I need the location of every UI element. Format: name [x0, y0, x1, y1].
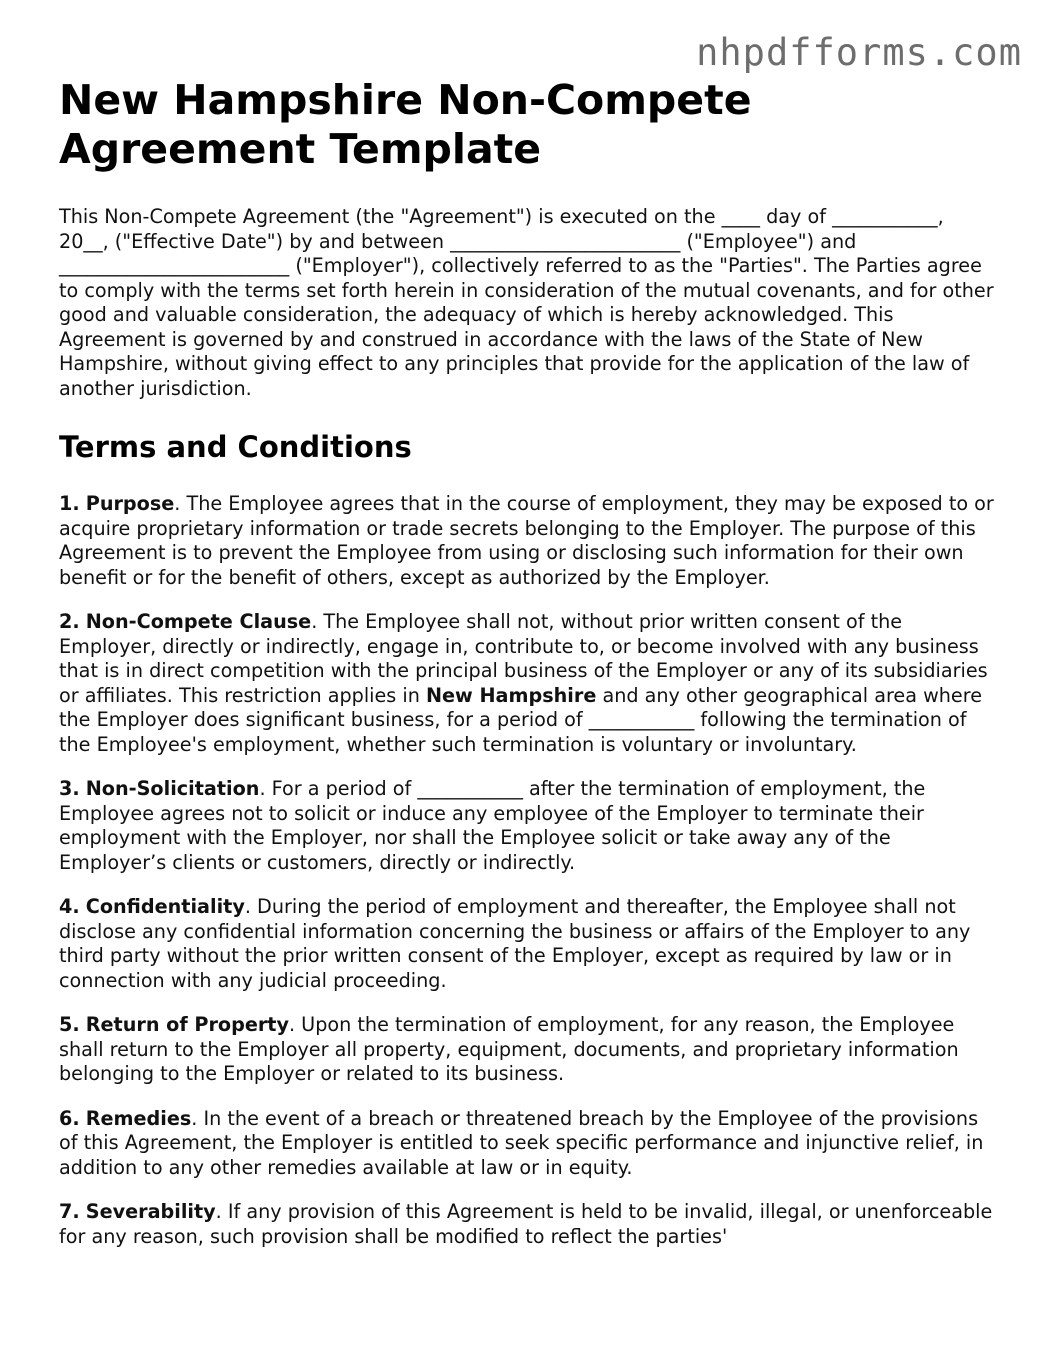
section-non-compete: [59, 610, 999, 757]
section-severability: [59, 1200, 999, 1249]
section-number: 2.: [59, 610, 80, 633]
intro-paragraph: This Non-Compete Agreement (the "Agreement") is executed on the ____ day of ___________, 20__, ("Effective Date") by and between ________________________ ("Employee") and ________________________ ("Employer"), collectively referred to as the "Parties". The Parties agree to comply with the terms set forth herein in consideration of the mutual covenants, and for other good and valuable consideration, the adequacy of which is hereby acknowledged. This Agreement is governed by and construed in accordance with the laws of the State of New Hampshire, without giving effect to any principles that provide for the application of the law of another jurisdiction.: [59, 205, 994, 400]
section-purpose: [59, 492, 999, 590]
section-text: . The Employee agrees that in the course of employment, they may be exposed to or acquire proprietary information or trade secrets belonging to the Employer. The purpose of this Agreement is to prevent the Employee from using or disclosing such information for their own benefit or for the benefit of others, except as authorized by the Employer.: [59, 492, 994, 589]
section-remedies: [59, 1107, 999, 1181]
section-number: 4.: [59, 895, 80, 918]
document-title: New Hampshire Non-Compete Agreement Template: [59, 76, 752, 173]
section-heading: Non-Compete Clause: [85, 610, 312, 633]
section-text: . The Employee shall not, without prior written consent of the Employer, directly or indirectly, engage in, contribute to, or become involved with any business that is in direct competition with the principal business of the Employer or any of its subsidiaries or affiliates. This restriction applies in: [59, 610, 988, 707]
section-return-of-property: [59, 1013, 999, 1087]
section-confidentiality: [59, 895, 999, 993]
section-heading: Severability: [85, 1200, 216, 1223]
section-heading: Return of Property: [85, 1013, 289, 1036]
terms-list: [59, 492, 999, 1249]
site-watermark: nhpdfforms.com: [696, 31, 1022, 74]
section-text-continued: and any other geographical area where the Employer does significant business, for a period of ___________ following the termination of the Employee's employment, whether such termination is voluntary or involuntary.: [59, 683, 983, 756]
section-number: 7.: [59, 1200, 80, 1223]
section-text: . If any provision of this Agreement is held to be invalid, illegal, or unenforceable for any reason, such provision shall be modified to reflect the parties': [59, 1200, 993, 1248]
state-name: New Hampshire: [425, 683, 597, 707]
section-non-solicitation: [59, 777, 999, 875]
section-number: 6.: [59, 1106, 80, 1130]
section-number: 1.: [59, 492, 80, 515]
section-text: . Upon the termination of employment, for any reason, the Employee shall return to the Employer all property, equipment, documents, and proprietary information belonging to the Employer or related to its business.: [59, 1013, 959, 1085]
section-heading: Non-Solicitation: [85, 777, 260, 800]
document-page: [59, 76, 999, 1269]
section-number: 5.: [59, 1013, 80, 1036]
section-text: . During the period of employment and thereafter, the Employee shall not disclose any confidential information concerning the business or affairs of the Employer to any third party without the prior written consent of the Employer, except as required by law or in connection with any judicial proceeding.: [59, 895, 971, 992]
section-text: . For a period of ___________ after the termination of employment, the Employee agrees not to solicit or induce any employee of the Employer to terminate their employment with the Employer, nor shall the Employee solicit or take away any of the Employer’s clients or customers, directly or indirectly.: [59, 777, 926, 874]
terms-heading: Terms and Conditions: [59, 430, 412, 464]
section-number: 3.: [59, 777, 80, 800]
section-heading: Remedies: [85, 1106, 192, 1130]
section-heading: Purpose: [85, 492, 175, 515]
section-text: . In the event of a breach or threatened breach by the Employee of the provisions of this Agreement, the Employer is entitled to seek specific performance and injunctive relief, in addition to any other remedies available at law or in equity.: [59, 1106, 984, 1179]
section-heading: Confidentiality: [85, 895, 245, 918]
